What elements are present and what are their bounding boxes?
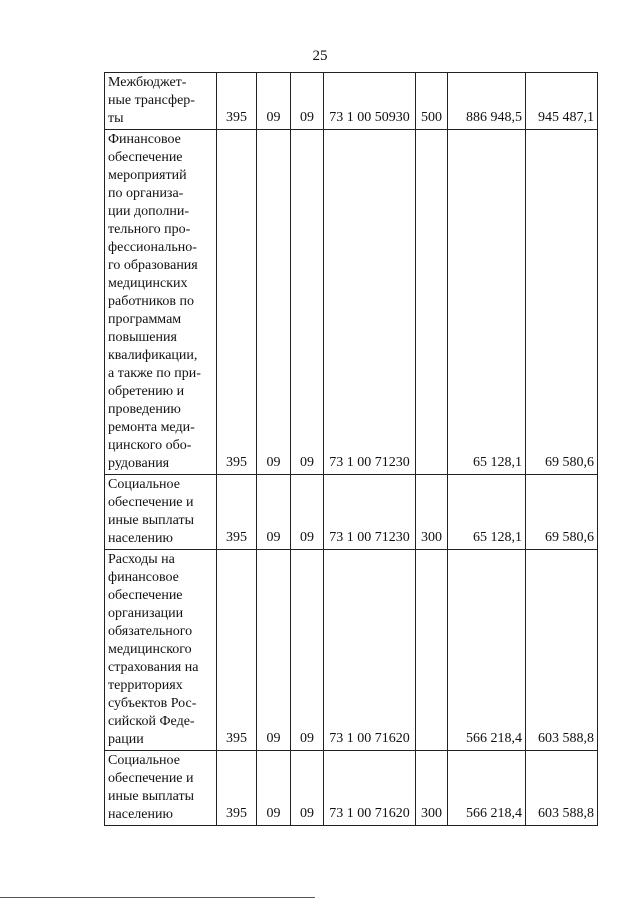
expense-name-line: Финансовое — [108, 132, 181, 147]
expense-name-line: Социальное — [108, 477, 180, 492]
subsection-code-cell: 09 — [291, 130, 324, 475]
expense-name-cell — [105, 130, 217, 475]
expense-name-line: субъектов Рос- — [108, 696, 197, 711]
target-article-cell: 73 1 00 71620 — [324, 751, 416, 826]
amount-year-1-cell: 65 128,1 — [448, 475, 526, 550]
section-code-cell: 09 — [257, 550, 291, 751]
subsection-code-cell: 09 — [291, 475, 324, 550]
expense-name-line: рудования — [108, 456, 170, 471]
expense-name-line: иные выплаты — [108, 513, 194, 528]
amount-year-2-cell: 69 580,6 — [526, 130, 598, 475]
target-article-cell: 73 1 00 71230 — [324, 475, 416, 550]
expense-name-line: фессионально- — [108, 240, 197, 255]
expense-name-line: работников по — [108, 294, 194, 309]
expense-name-cell — [105, 751, 217, 826]
budget-table — [104, 72, 598, 826]
expense-name-line: ты — [108, 111, 124, 126]
expense-name-line: территориях — [108, 678, 183, 693]
expense-name-line: обеспечение — [108, 150, 183, 165]
amount-year-2-cell: 603 588,8 — [526, 751, 598, 826]
expense-name-line: а также по при- — [108, 366, 201, 381]
expense-name-line: проведению — [108, 402, 181, 417]
expense-name-line: обретению и — [108, 384, 185, 399]
amount-year-1-cell: 566 218,4 — [448, 751, 526, 826]
target-article-cell: 73 1 00 71620 — [324, 550, 416, 751]
section-code-cell: 09 — [257, 751, 291, 826]
expense-name-cell — [105, 73, 217, 130]
target-article-cell: 73 1 00 71230 — [324, 130, 416, 475]
expense-name-line: обязательного — [108, 624, 193, 639]
expense-name-line: рации — [108, 732, 144, 747]
table-row — [105, 550, 598, 751]
expense-name-line: медицинского — [108, 642, 192, 657]
expense-name-line: сийской Феде- — [108, 714, 195, 729]
expense-type-cell — [416, 550, 448, 751]
expense-name-line: организации — [108, 606, 184, 621]
table-row — [105, 475, 598, 550]
expense-name-line: обеспечение и — [108, 771, 194, 786]
expense-name-line: повышения — [108, 330, 177, 345]
table-row — [105, 751, 598, 826]
expense-type-cell: 300 — [416, 751, 448, 826]
expense-name-line: ные трансфер- — [108, 93, 195, 108]
expense-name-line: иные выплаты — [108, 789, 194, 804]
expense-name-line: программам — [108, 312, 182, 327]
subsection-code-cell: 09 — [291, 751, 324, 826]
amount-year-2-cell: 945 487,1 — [526, 73, 598, 130]
section-code-cell: 09 — [257, 475, 291, 550]
expense-name-line: медицинских — [108, 276, 188, 291]
amount-year-1-cell: 566 218,4 — [448, 550, 526, 751]
table-row — [105, 73, 598, 130]
expense-name-line: ции дополни- — [108, 204, 190, 219]
expense-name-line: финансовое — [108, 570, 179, 585]
ministry-code-cell: 395 — [217, 751, 257, 826]
expense-type-cell: 300 — [416, 475, 448, 550]
expense-name-line: Социальное — [108, 753, 180, 768]
section-code-cell: 09 — [257, 130, 291, 475]
expense-name-line: го образования — [108, 258, 198, 273]
footer-line — [0, 897, 315, 898]
subsection-code-cell: 09 — [291, 550, 324, 751]
expense-name-line: по организа- — [108, 186, 184, 201]
expense-name-line: цинского обо- — [108, 438, 192, 453]
amount-year-2-cell: 69 580,6 — [526, 475, 598, 550]
page-number: 25 — [312, 48, 328, 64]
expense-name-line: Расходы на — [108, 552, 175, 567]
expense-name-line: тельного про- — [108, 222, 191, 237]
ministry-code-cell: 395 — [217, 550, 257, 751]
expense-type-cell: 500 — [416, 73, 448, 130]
ministry-code-cell: 395 — [217, 130, 257, 475]
table-row — [105, 130, 598, 475]
expense-name-line: населению — [108, 531, 173, 546]
expense-name-cell — [105, 550, 217, 751]
expense-name-line: страхования на — [108, 660, 199, 675]
expense-name-line: обеспечение — [108, 588, 183, 603]
subsection-code-cell: 09 — [291, 73, 324, 130]
section-code-cell: 09 — [257, 73, 291, 130]
expense-name-line: квалификации, — [108, 348, 198, 363]
expense-name-cell — [105, 475, 217, 550]
amount-year-2-cell: 603 588,8 — [526, 550, 598, 751]
ministry-code-cell: 395 — [217, 475, 257, 550]
expense-name-line: населению — [108, 807, 173, 822]
target-article-cell: 73 1 00 50930 — [324, 73, 416, 130]
expense-name-line: мероприятий — [108, 168, 187, 183]
ministry-code-cell: 395 — [217, 73, 257, 130]
expense-name-line: обеспечение и — [108, 495, 194, 510]
amount-year-1-cell: 886 948,5 — [448, 73, 526, 130]
amount-year-1-cell: 65 128,1 — [448, 130, 526, 475]
expense-name-line: Межбюджет- — [108, 75, 187, 90]
expense-type-cell — [416, 130, 448, 475]
expense-name-line: ремонта меди- — [108, 420, 195, 435]
